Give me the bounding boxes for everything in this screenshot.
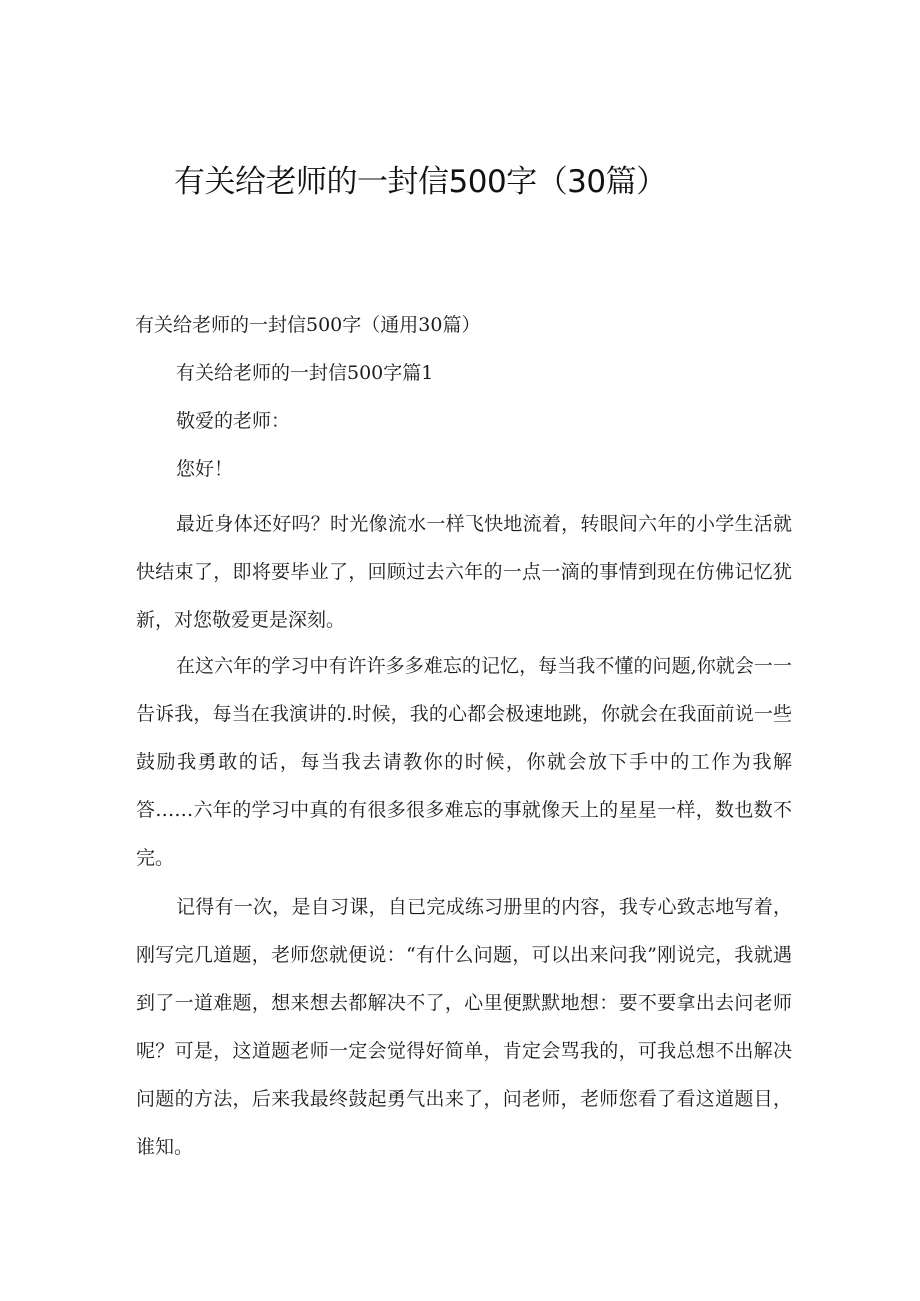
document-subtitle: 有关给老师的一封信500字（通用30篇） [135,314,481,336]
section-heading: 有关给老师的一封信500字篇1 [176,362,434,384]
body-paragraph-1: 最近身体还好吗？时光像流水一样飞快地流着，转眼间六年的小学生活就快结束了，即将要毕业了，回顾过去六年的一点一滴的事情到现在仿佛记忆犹新，对您敬爱更是深刻。 [136,513,792,631]
body-paragraph-3: 记得有一次，是自习课，自已完成练习册里的内容，我专心致志地写着，刚写完几道题，老师您就便说：“有什么问题，可以出来问我”刚说完，我就遇到了一道难题，想来想去都解决不了，心里便默默地想：要不要拿出去问老师呢？可是，这道题老师一定会觉得好简单，肯定会骂我的，可我总想不出解决问题的方法，后来我最终鼓起勇气出来了，问老师，老师您看了看这道题目，谁知。 [136,896,792,1158]
letter-greeting: 您好！ [176,458,234,480]
document-title: 有关给老师的一封信500字（30篇） [174,164,667,200]
letter-salutation: 敬爱的老师： [176,410,291,432]
body-paragraph-2: 在这六年的学习中有许许多多难忘的记忆，每当我不懂的问题,你就会一一告诉我，每当在我演讲的.时候，我的心都会极速地跳，你就会在我面前说一些鼓励我勇敢的话，每当我去请教你的时候，你就会放下手中的工作为我解答……六年的学习中真的有很多很多难忘的事就像天上的星星一样，数也数不完。 [136,655,792,869]
